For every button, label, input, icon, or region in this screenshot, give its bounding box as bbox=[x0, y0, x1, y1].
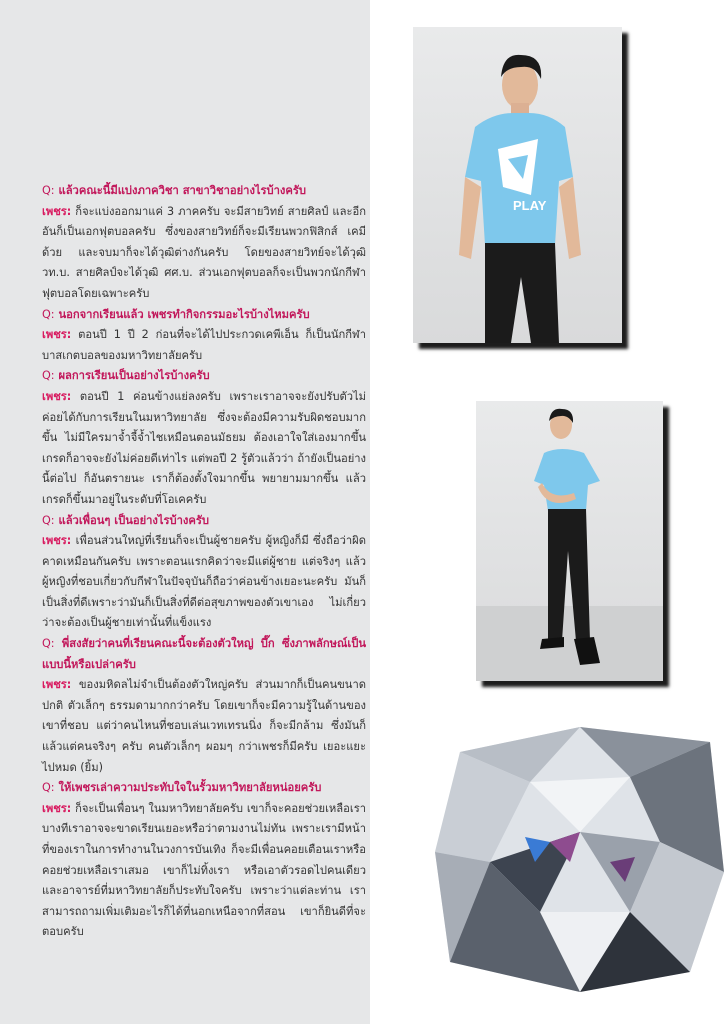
answer: เพชร: ของมหิดลไม่จำเป็นต้องตัวใหญ่ครับ ส่วนมากก็เป็นคนขนาดปกติ ตัวเล็กๆ ธรรมดามากกว่าครับ โดยเขาก็จะมีความรู้ในด้านของเขาที่ชอบ แต่ว่าคนไหนที่ชอบเล่นเวทเทรนนิ่ง ก็จะมีกล้าม ซึ่งมันก็แล้วแต่คนจริงๆ ครับ คนตัวเล็กๆ ผอมๆ กว่าเพชรก็มีครับ เยอะแยะไปหมด (ยิ้ม) bbox=[42, 678, 367, 774]
question: Q: พี่สงสัยว่าคนที่เรียนคณะนี้จะต้องตัวใหญ่ บึ๊ก ซึ่งภาพลักษณ์เป็นแบบนี้หรือเปล่าครับ bbox=[42, 637, 366, 671]
qa-block bbox=[42, 511, 366, 635]
diamond-graphic bbox=[430, 722, 724, 1002]
qa-block bbox=[42, 778, 366, 943]
qa-block bbox=[42, 366, 366, 510]
answer: เพชร: ตอนปี 1 ปี 2 ก่อนที่จะได้ไปประกวดเคพีเอ็น ก็เป็นนักกีฬาบาสเกตบอลของมหาวิทยาลัยครับ bbox=[42, 328, 366, 362]
portrait-photo bbox=[413, 27, 622, 343]
question: Q: แล้วคณะนี้มีแบ่งภาควิชา สาขาวิชาอย่างไรบ้างครับ bbox=[42, 184, 306, 197]
svg-text:PLAY: PLAY bbox=[513, 198, 547, 213]
fullbody-photo bbox=[476, 401, 663, 681]
question: Q: นอกจากเรียนแล้ว เพชรทำกิจกรรมอะไรบ้างไหมครับ bbox=[42, 307, 310, 321]
model-illustration bbox=[476, 401, 663, 681]
question: Q: แล้วเพื่อนๆ เป็นอย่างไรบ้างครับ bbox=[42, 513, 209, 527]
interview-text bbox=[42, 181, 366, 943]
answer: เพชร: ตอนปี 1 ค่อนข้างแย่ลงครับ เพราะเราอาจจะยังปรับตัวไม่ค่อยได้กับการเรียนในมหาวิทยาลัย ซึ่งจะต้องมีความรับผิดชอบมากขึ้น ไม่มีใครมาจ้ำจี้จ้ำไชเหมือนตอนมัธยม ต้องเอาใจใส่เองมากขึ้น เกรดก็อาจจะยังไม่ค่อยดีเท่าไร แต่พอปี 2 รู้ตัวแล้วว่า ถ้ายังเป็นอย่างนี้ต่อไป ก็อันตรายนะ เราก็ต้องตั้งใจมากขึ้น พยายามมากขึ้น แล้วเกรดก็ขึ้นมาอยู่ในระดับที่โอเคครับ bbox=[42, 389, 366, 506]
answer: เพชร: ก็จะแบ่งออกมาแค่ 3 ภาคครับ จะมีสายวิทย์ สายศิลป์ และอีกอันก็เป็นเอกฟุตบอลครับ ซึ่งของสายวิทย์ก็จะมีเรียนพวกฟิสิกส์ เคมีด้วย และจบมาก็จะได้วุฒิต่างกันครับ โดยของสายวิทย์จะได้วุฒิ วท.บ. สายศิลป์จะได้วุฒิ ศศ.บ. ส่วนเอกฟุตบอลก็จะเป็นพวกนักกีฬาฟุตบอลโดยเฉพาะครับ bbox=[42, 204, 366, 300]
qa-block bbox=[42, 634, 366, 778]
question: Q: ให้เพชรเล่าความประทับใจในรั้วมหาวิทยาลัยหน่อยครับ bbox=[42, 781, 322, 795]
answer: เพชร: ก็จะเป็นเพื่อนๆ ในมหาวิทยาลัยครับ เขาก็จะคอยช่วยเหลือเรา บางทีเราอาจจะขาดเรียนเยอะหรือว่าตามงานไม่ทัน เพราะเรามีหน้าที่ของเราในการทำงานในวงการบันเทิง ก็จะมีเพื่อนคอยเตือนเราหรือคอยช่วยเหลือเราเสมอ เขาก็ไม่ทิ้งเรา หรือเอาตัวรอดไปคนเดียว และอาจารย์ที่มหาวิทยาลัยก็ประทับใจครับ เพราะว่าแต่ละท่าน เราสามารถถามเพิ่มเติมอะไรก็ได้ที่นอกเหนือจากที่สอน เขาก็ยินดีที่จะตอบครับ bbox=[42, 801, 366, 939]
question: Q: ผลการเรียนเป็นอย่างไรบ้างครับ bbox=[42, 369, 210, 383]
qa-block bbox=[42, 305, 366, 367]
model-illustration bbox=[413, 27, 622, 343]
qa-block bbox=[42, 181, 366, 305]
answer: เพชร: เพื่อนส่วนใหญ่ที่เรียนก็จะเป็นผู้ชายครับ ผู้หญิงก็มี ซึ่งถือว่าผิดคาดเหมือนกันครับ เพราะตอนแรกคิดว่าจะมีแต่ผู้ชาย แต่จริงๆ แล้ว ผู้หญิงที่ชอบเกี่ยวกับกีฬาในปัจจุบันก็ถือว่าค่อนข้างเยอะนะครับ มันก็เป็นสิ่งที่ดีเพราะว่ามันก็เป็นสิ่งที่ดีต่อสุขภาพของตัวเขาเอง ไม่เกี่ยวว่าจะต้องเป็นผู้ชายเท่านั้นที่แข็งแรง bbox=[42, 534, 366, 630]
